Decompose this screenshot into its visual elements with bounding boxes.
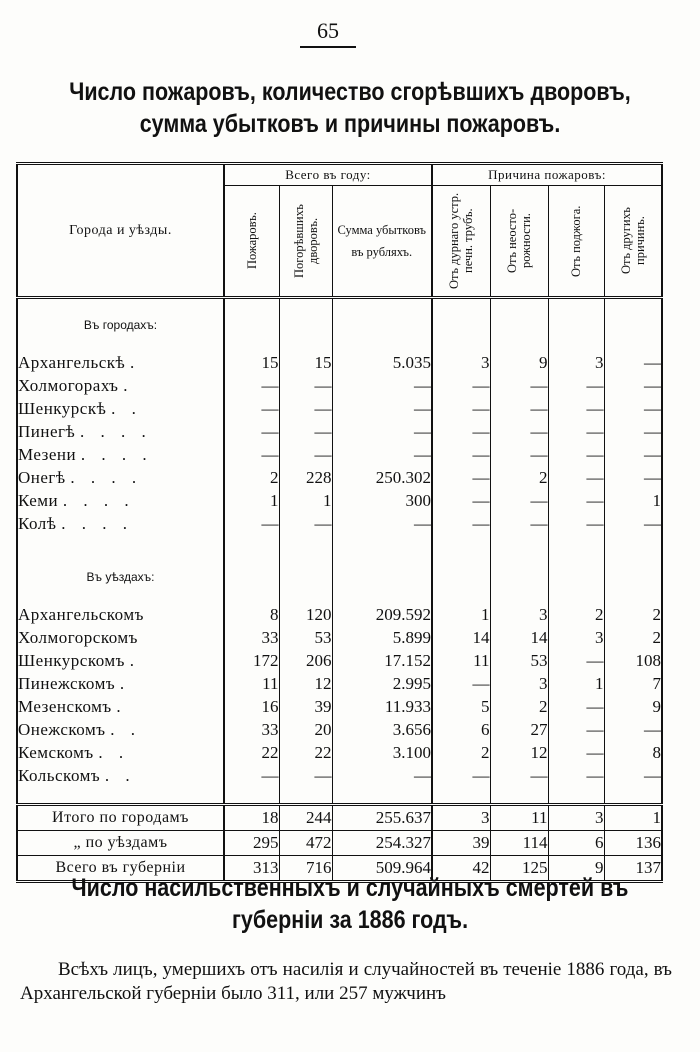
table-row [17, 374, 662, 397]
cell-carelessness: 11 [490, 805, 548, 831]
cell-carelessness: 3 [490, 672, 548, 695]
row-label [17, 351, 224, 374]
table-row [17, 397, 662, 420]
cell-fires: 172 [224, 649, 279, 672]
fires-table [16, 162, 663, 883]
cell-arson: — [548, 718, 604, 741]
cell-carelessness: 3 [490, 603, 548, 626]
cell-arson: — [548, 374, 604, 397]
row-name: Холмогорахъ [18, 375, 119, 395]
cell-arson: — [548, 512, 604, 535]
cell-other: 2 [604, 603, 662, 626]
header-group-causes: Причина пожаровъ: [432, 164, 662, 186]
cell-losses: — [332, 374, 432, 397]
cell-yards: 228 [279, 466, 332, 489]
cell-fires: — [224, 764, 279, 787]
cell-yards: 39 [279, 695, 332, 718]
table-row [17, 649, 662, 672]
cell-stoves: — [432, 420, 490, 443]
cell-arson: — [548, 489, 604, 512]
cell-losses: 2.995 [332, 672, 432, 695]
cell-carelessness: 14 [490, 626, 548, 649]
row-name: Мезенскомъ [18, 696, 112, 716]
cell-yards: 20 [279, 718, 332, 741]
cell-yards: 15 [279, 351, 332, 374]
row-label [17, 512, 224, 535]
cell-other: 108 [604, 649, 662, 672]
table-row [17, 764, 662, 787]
row-dots: . . . . [61, 513, 133, 533]
table-row [17, 603, 662, 626]
cell-carelessness: — [490, 489, 548, 512]
cell-fires: 2 [224, 466, 279, 489]
row-dots: . . [111, 398, 142, 418]
row-label [17, 374, 224, 397]
header-stoves: Отъ дурнаго устр. печн. трубъ. [432, 186, 490, 298]
cell-carelessness: — [490, 764, 548, 787]
cell-stoves: 14 [432, 626, 490, 649]
row-dots: . . . . [80, 444, 153, 464]
cell-carelessness: 27 [490, 718, 548, 741]
cell-arson: — [548, 466, 604, 489]
cell-losses: — [332, 397, 432, 420]
cell-yards: — [279, 374, 332, 397]
table-row [17, 420, 662, 443]
cell-arson: 6 [548, 831, 604, 856]
header-yards: Погорѣвшихъ дворовъ. [279, 186, 332, 298]
cell-yards: — [279, 764, 332, 787]
cell-carelessness: 114 [490, 831, 548, 856]
row-name: Пинегѣ [18, 421, 76, 441]
row-dots: . [119, 673, 131, 693]
cell-other: 9 [604, 695, 662, 718]
section-heading: Въ уѣздахъ: [86, 570, 155, 584]
cell-arson: 9 [548, 856, 604, 882]
cell-fires: — [224, 443, 279, 466]
cell-arson: 2 [548, 603, 604, 626]
cell-yards: — [279, 443, 332, 466]
cell-fires: 8 [224, 603, 279, 626]
cell-losses: — [332, 512, 432, 535]
row-dots: . [130, 352, 141, 372]
cell-yards: 244 [279, 805, 332, 831]
cell-losses: 11.933 [332, 695, 432, 718]
row-dots: . . . . [70, 467, 143, 487]
cell-other: — [604, 466, 662, 489]
cell-fires: — [224, 420, 279, 443]
cell-arson: — [548, 420, 604, 443]
cell-losses: 300 [332, 489, 432, 512]
cell-other: — [604, 420, 662, 443]
table-row [17, 718, 662, 741]
cell-yards: 53 [279, 626, 332, 649]
cell-losses: — [332, 420, 432, 443]
cell-stoves: — [432, 512, 490, 535]
row-name: Мезени [18, 444, 77, 464]
row-label [17, 649, 224, 672]
cell-yards: — [279, 512, 332, 535]
cell-other: — [604, 351, 662, 374]
table-body [17, 298, 662, 882]
row-label [17, 741, 224, 764]
cell-stoves: 42 [432, 856, 490, 882]
cell-other: 1 [604, 489, 662, 512]
cell-arson: — [548, 764, 604, 787]
row-label [17, 718, 224, 741]
cell-arson: — [548, 741, 604, 764]
total-label: „ по уѣздамъ [17, 831, 224, 856]
cell-stoves: 39 [432, 831, 490, 856]
spacer-cell [17, 787, 224, 805]
cell-arson: — [548, 397, 604, 420]
cell-losses: 3.656 [332, 718, 432, 741]
row-name: Кемскомъ [18, 742, 94, 762]
row-name: Холмогорскомъ [18, 627, 138, 647]
section-title-line-2: губерніи за 1886 годъ. [231, 906, 469, 934]
row-name: Кольскомъ [18, 765, 101, 785]
row-name: Архангельскѣ [18, 352, 126, 372]
cell-fires: — [224, 397, 279, 420]
cell-losses: 5.899 [332, 626, 432, 649]
cell-stoves: — [432, 489, 490, 512]
cell-fires: 11 [224, 672, 279, 695]
cell-fires: 22 [224, 741, 279, 764]
cell-carelessness: — [490, 420, 548, 443]
cell-stoves: — [432, 374, 490, 397]
cell-other: 7 [604, 672, 662, 695]
table-row [17, 672, 662, 695]
cell-carelessness: 12 [490, 741, 548, 764]
cell-stoves: 11 [432, 649, 490, 672]
row-label [17, 443, 224, 466]
row-name: Онегѣ [18, 467, 66, 487]
cell-losses: 250.302 [332, 466, 432, 489]
cell-losses: 3.100 [332, 741, 432, 764]
row-label [17, 764, 224, 787]
cell-losses: 5.035 [332, 351, 432, 374]
row-label [17, 489, 224, 512]
cell-losses: — [332, 443, 432, 466]
row-label [17, 397, 224, 420]
section-heading: Въ городахъ: [83, 318, 158, 332]
cell-losses: 209.592 [332, 603, 432, 626]
cell-yards: — [279, 397, 332, 420]
cell-carelessness: 9 [490, 351, 548, 374]
row-name: Шенкурскѣ [18, 398, 107, 418]
cell-other: — [604, 764, 662, 787]
cell-fires: — [224, 512, 279, 535]
cell-stoves: 2 [432, 741, 490, 764]
cell-stoves: 6 [432, 718, 490, 741]
cell-fires: 295 [224, 831, 279, 856]
cell-losses: — [332, 764, 432, 787]
row-name: Шенкурскомъ [18, 650, 125, 670]
row-name: Архангельскомъ [18, 604, 144, 624]
row-label [17, 672, 224, 695]
row-name: Пинежскомъ [18, 673, 116, 693]
row-dots: . . [110, 719, 142, 739]
cell-fires: 33 [224, 626, 279, 649]
cell-stoves: 5 [432, 695, 490, 718]
cell-other: — [604, 512, 662, 535]
table-title-line-1: Число пожаровъ, количество сгорѣвшихъ дворовъ, [69, 78, 631, 106]
row-label [17, 603, 224, 626]
cell-carelessness: — [490, 443, 548, 466]
row-dots: . . [98, 742, 130, 762]
cell-stoves: 3 [432, 351, 490, 374]
row-dots: . [123, 375, 134, 395]
header-arson: Отъ поджога. [548, 186, 604, 298]
cell-arson: 1 [548, 672, 604, 695]
cell-yards: 206 [279, 649, 332, 672]
header-group-total-year: Всего въ году: [224, 164, 432, 186]
cell-yards: 120 [279, 603, 332, 626]
cell-arson: 3 [548, 351, 604, 374]
total-row [17, 831, 662, 856]
row-dots: . [129, 650, 140, 670]
total-label: Всего въ губерніи [17, 856, 224, 882]
cell-carelessness: — [490, 374, 548, 397]
cell-yards: 22 [279, 741, 332, 764]
cell-yards: 716 [279, 856, 332, 882]
row-name: Онежскомъ [18, 719, 106, 739]
cell-arson: — [548, 443, 604, 466]
table-row [17, 443, 662, 466]
cell-other: — [604, 374, 662, 397]
table-title-line-2: сумма убытковъ и причины пожаровъ. [139, 110, 561, 138]
cell-fires: 15 [224, 351, 279, 374]
cell-stoves: 1 [432, 603, 490, 626]
cell-losses: 509.964 [332, 856, 432, 882]
row-label [17, 466, 224, 489]
cell-arson: 3 [548, 626, 604, 649]
cell-fires: 1 [224, 489, 279, 512]
cell-other: 8 [604, 741, 662, 764]
table-row [17, 351, 662, 374]
body-paragraph: Всѣхъ лицъ, умершихъ отъ насилія и случайностей въ теченіе 1886 года, въ Архангельской губерніи было 311, или 257 мужчинъ [20, 959, 672, 1004]
cell-fires: — [224, 374, 279, 397]
cell-carelessness: 125 [490, 856, 548, 882]
row-dots: . . . . [62, 490, 135, 510]
row-label [17, 626, 224, 649]
cell-other: 1 [604, 805, 662, 831]
table-row [17, 626, 662, 649]
cell-carelessness: 2 [490, 466, 548, 489]
cell-stoves: — [432, 397, 490, 420]
cell-fires: 313 [224, 856, 279, 882]
cell-fires: 18 [224, 805, 279, 831]
cell-carelessness: — [490, 397, 548, 420]
table-row [17, 489, 662, 512]
total-label: Итого по городамъ [17, 805, 224, 831]
total-row [17, 805, 662, 831]
row-name: Колѣ [18, 513, 57, 533]
cell-carelessness: 53 [490, 649, 548, 672]
page-number: 65 [300, 18, 356, 48]
cell-other: — [604, 397, 662, 420]
cell-other: — [604, 718, 662, 741]
cell-yards: — [279, 420, 332, 443]
row-dots: . . [104, 765, 136, 785]
cell-losses: 254.327 [332, 831, 432, 856]
section-title [49, 872, 651, 936]
cell-arson: 3 [548, 805, 604, 831]
row-dots: . [116, 696, 127, 716]
cell-stoves: — [432, 672, 490, 695]
header-other: Отъ другихъ причинъ. [604, 186, 662, 298]
cell-losses: 255.637 [332, 805, 432, 831]
row-name: Кеми [18, 490, 59, 510]
table-row [17, 741, 662, 764]
table-title [49, 76, 651, 140]
header-place: Города и уѣзды. [17, 164, 224, 298]
cell-stoves: 3 [432, 805, 490, 831]
header-carelessness: Отъ неосто- рожности. [490, 186, 548, 298]
table-row [17, 695, 662, 718]
cell-carelessness: — [490, 512, 548, 535]
cell-carelessness: 2 [490, 695, 548, 718]
cell-other: 2 [604, 626, 662, 649]
header-losses: Сумма убытковъ въ рубляхъ. [332, 186, 432, 298]
cell-arson: — [548, 649, 604, 672]
cell-losses: 17.152 [332, 649, 432, 672]
cell-other: 136 [604, 831, 662, 856]
row-label [17, 420, 224, 443]
cell-fires: 33 [224, 718, 279, 741]
cell-stoves: — [432, 443, 490, 466]
row-label [17, 695, 224, 718]
table-row [17, 512, 662, 535]
cell-stoves: — [432, 466, 490, 489]
row-dots: . . . . [79, 421, 152, 441]
header-fires: Пожаровъ. [224, 186, 279, 298]
cell-other: — [604, 443, 662, 466]
table-row [17, 466, 662, 489]
cell-fires: 16 [224, 695, 279, 718]
cell-yards: 1 [279, 489, 332, 512]
cell-yards: 12 [279, 672, 332, 695]
section-title-line-1: Число насильственныхъ и случайныхъ смертей въ [71, 874, 629, 902]
cell-yards: 472 [279, 831, 332, 856]
cell-stoves: — [432, 764, 490, 787]
cell-arson: — [548, 695, 604, 718]
cell-other: 137 [604, 856, 662, 882]
spacer-cell [17, 535, 224, 551]
